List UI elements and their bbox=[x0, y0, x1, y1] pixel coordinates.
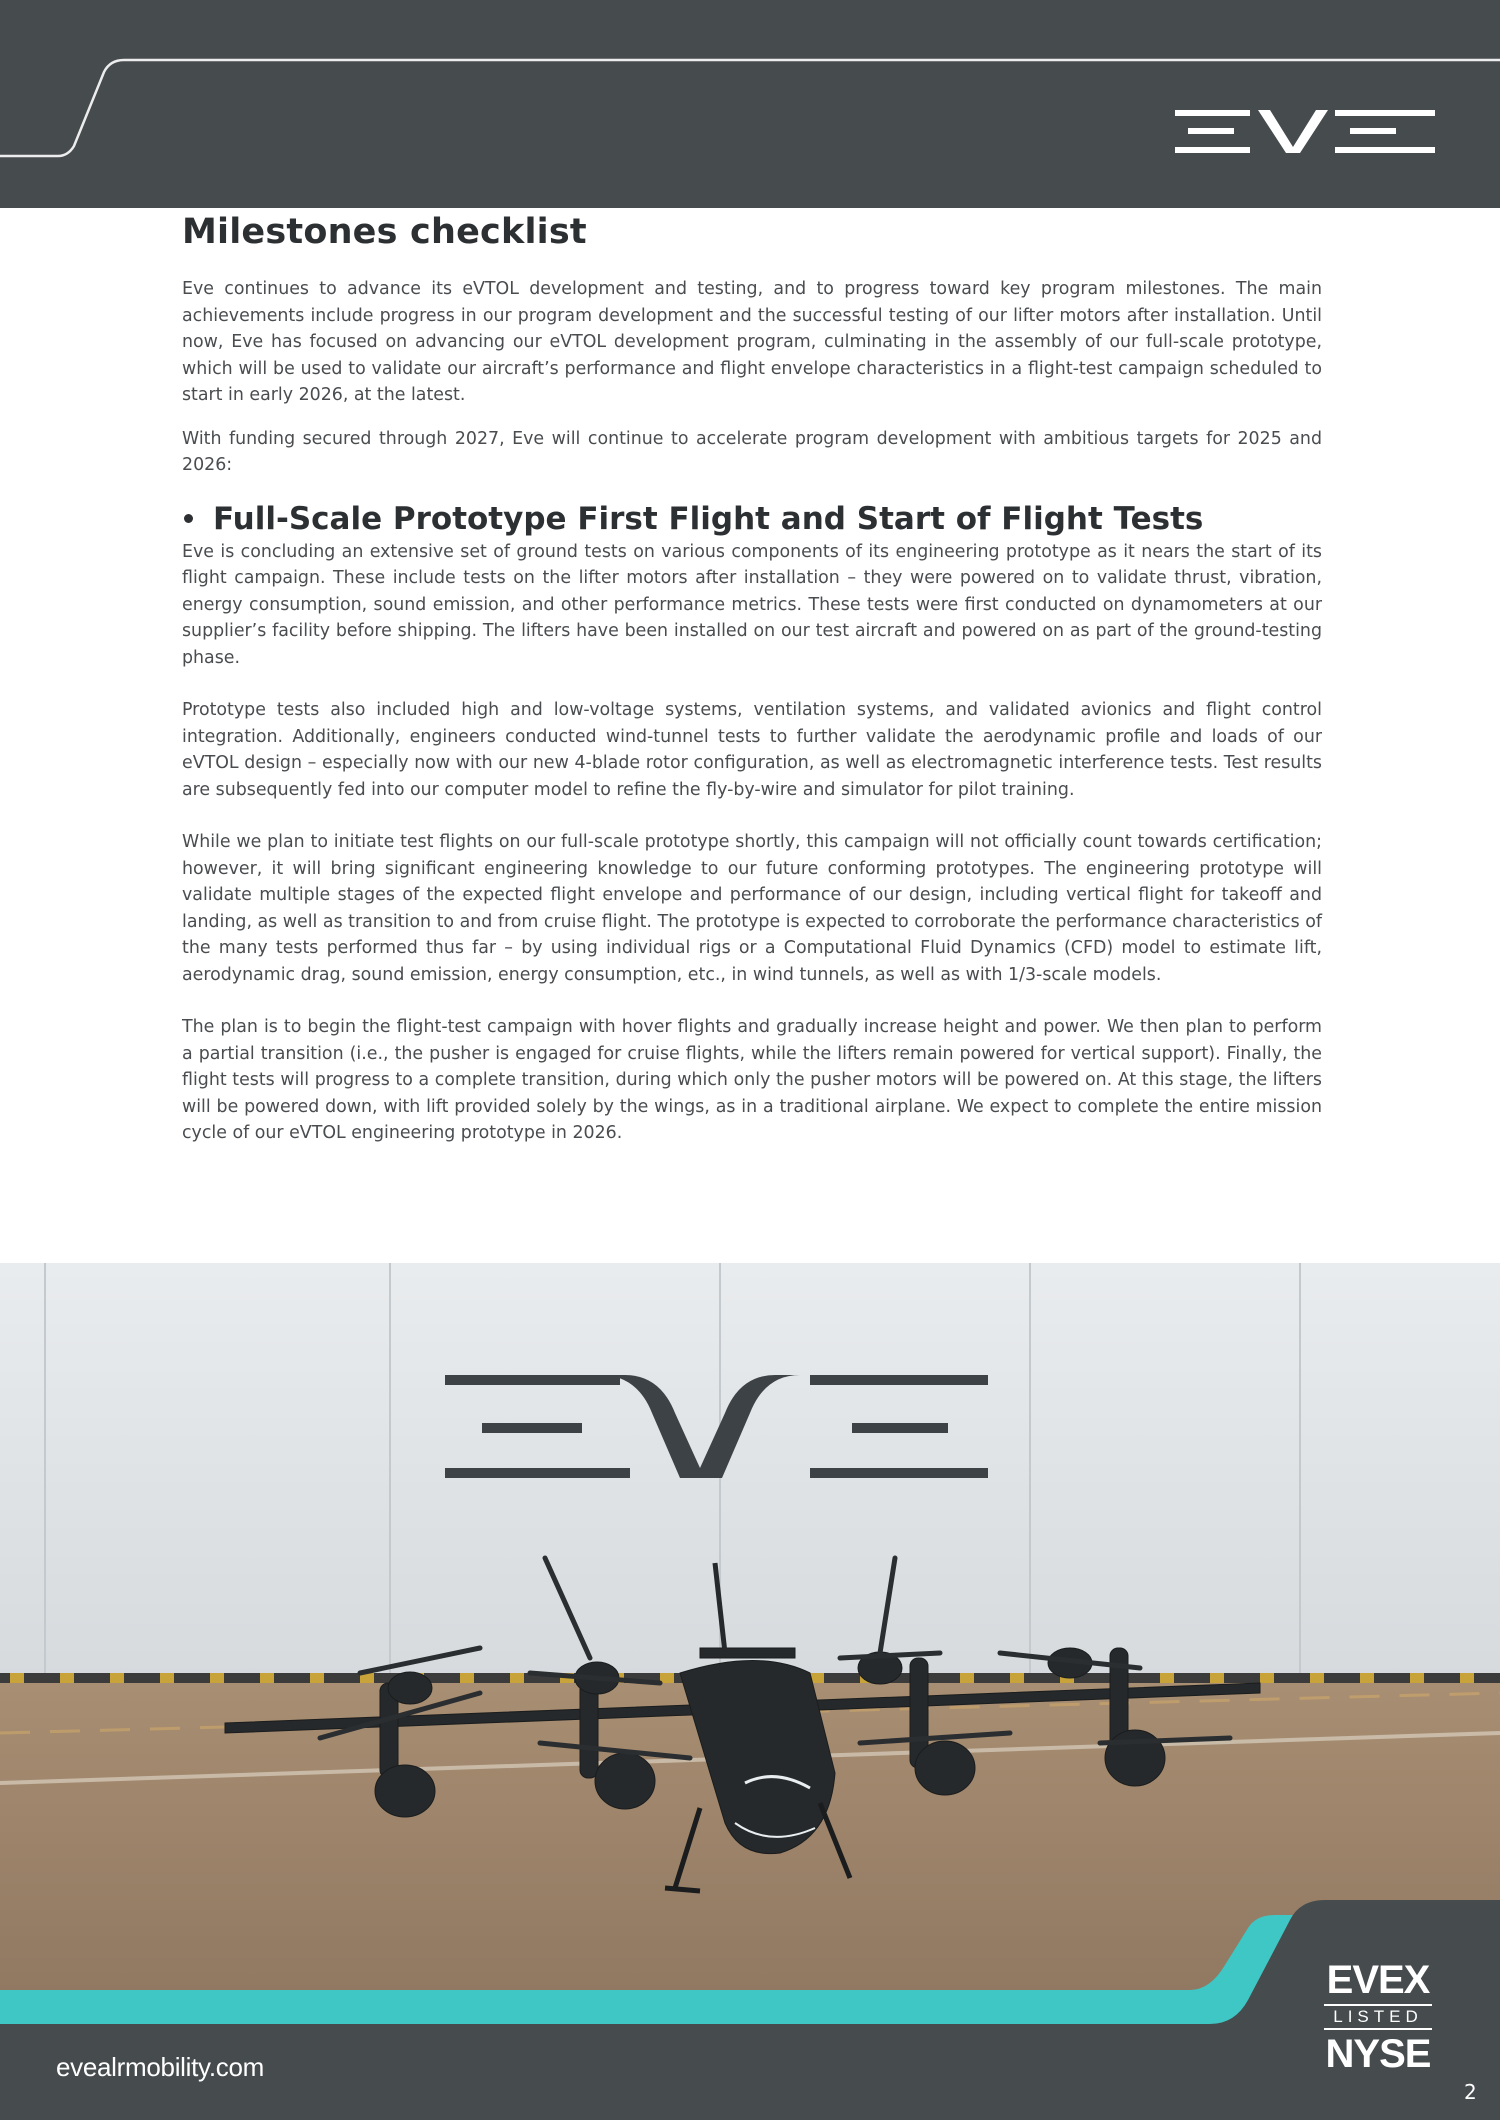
section-heading-text: Full-Scale Prototype First Flight and Start of Flight Tests bbox=[213, 500, 1204, 537]
nyse-listing-badge bbox=[1318, 1960, 1438, 2074]
section-paragraph-3: While we plan to initiate test flights on our full-scale prototype shortly, this campaign will not officially count towards certification; however, it will bring significant engineering knowledge to our future conforming prototypes. The engineering prototype will validate multiple stages of the expected flight envelope and performance of our design, including vertical flight for takeoff and landing, as well as transition to and from cruise flight. The prototype is expected to corroborate the performance characteristics of the many tests performed thus far – by using individual rigs or a Computational Fluid Dynamics (CFD) model to estimate lift, aerodynamic drag, sound emission, energy consumption, etc., in wind tunnels, as well as with 1/3-scale models. bbox=[182, 832, 1322, 985]
section-paragraph-2: Prototype tests also included high and low-voltage systems, ventilation systems, and validated avionics and flight control integration. Additionally, engineers conducted wind-tunnel tests to further validate the aerodynamic profile and loads of our eVTOL design – especially now with our new 4-blade rotor configuration, as well as electromagnetic interference tests. Test results are subsequently fed into our computer model to refine the fly-by-wire and simulator for pilot training. bbox=[182, 700, 1322, 800]
footer-website-link[interactable]: evealrmobility.com bbox=[56, 2052, 264, 2082]
intro-paragraph-2: With funding secured through 2027, Eve will continue to accelerate program development with ambitious targets for 2025 and 2026: bbox=[182, 428, 1322, 475]
footer-graphic bbox=[0, 1900, 1500, 2120]
bullet-icon bbox=[184, 514, 193, 523]
page-footer bbox=[0, 1900, 1500, 2120]
main-content bbox=[182, 212, 1322, 1147]
section-heading bbox=[180, 501, 1322, 537]
page-title: Milestones checklist bbox=[182, 212, 587, 252]
ticker-symbol: EVEX bbox=[1326, 1958, 1430, 2002]
listed-label: LISTED bbox=[1324, 2004, 1432, 2030]
section-paragraph-4: The plan is to begin the flight-test campaign with hover flights and gradually increase height and power. We then plan to perform a partial transition (i.e., the pusher is engaged for cruise flights, while the lifters remain powered for vertical support). Finally, the flight tests will progress to a complete transition, during which only the pusher motors will be powered on. At this stage, the lifters will be powered down, with lift provided solely by the wings, as in a traditional airplane. We expect to complete the entire mission cycle of our eVTOL engineering prototype in 2026. bbox=[182, 1017, 1322, 1143]
section-paragraph-1: Eve is concluding an extensive set of ground tests on various components of its engineering prototype as it nears the start of its flight campaign. These include tests on the lifter motors after installation – they were powered on to validate thrust, vibration, energy consumption, sound emission, and other performance metrics. These tests were first conducted on dynamometers at our supplier’s facility before shipping. The lifters have been installed on our test aircraft and powered on as part of the ground-testing phase. bbox=[182, 541, 1322, 668]
eve-logo-icon bbox=[1175, 110, 1435, 153]
page-number: 2 bbox=[1464, 2080, 1477, 2104]
intro-paragraph-1: Eve continues to advance its eVTOL development and testing, and to progress toward key program milestones. The main achievements include progress in our program development and the successful testing of our lifter motors after installation. Until now, Eve has focused on advancing our eVTOL development program, culminating in the assembly of our full-scale prototype, which will be used to validate our aircraft’s performance and flight envelope characteristics in a flight-test campaign scheduled to start in early 2026, at the latest. bbox=[182, 279, 1322, 405]
header-graphic bbox=[0, 0, 1500, 208]
exchange-name: NYSE bbox=[1325, 2032, 1431, 2076]
page-header bbox=[0, 0, 1500, 208]
